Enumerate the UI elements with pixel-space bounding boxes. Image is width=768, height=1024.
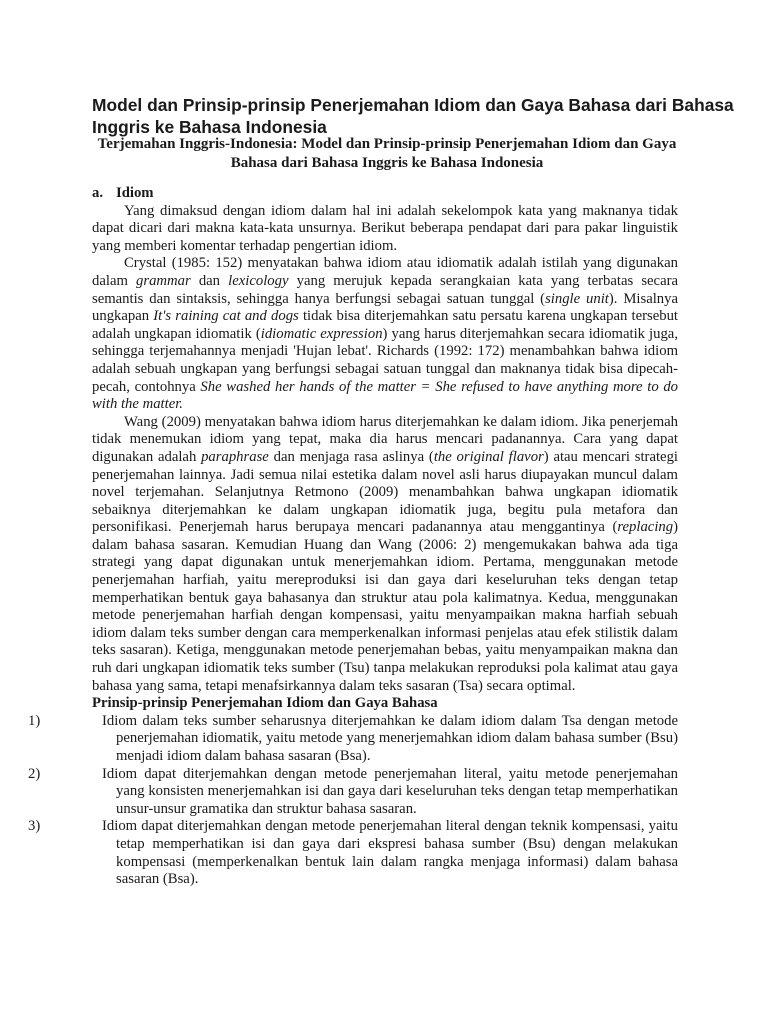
list-item-text: Idiom dapat diterjemahkan dengan metode penerjemahan literal dengan teknik kompensasi, yaitu tetap memperhatikan isi dan gaya dari ekspresi bahasa sumber (Bsu) dengan melakukan kompensasi (memperkenalkan bentuk lain dalam rangka menjaga informasi) dalam bahasa sasaran (Bsa). — [102, 818, 678, 888]
list-item-number: 1) — [28, 712, 41, 729]
paragraph-wang: Wang (2009) menyatakan bahwa idiom harus diterjemahkan ke dalam idiom. Jika penerjemah tidak menemukan idiom yang tepat, maka dia harus mencari padanannya. Cara yang dapat digunakan adalah paraphrase dan menjaga rasa aslinya (the original flavor) atau mencari strategi penerjemahan lainnya. Jadi semua nilai estetika dalam novel asli harus diupayakan muncul dalam novel terjemahan. Selanjutnya Retmono (2009) menambahkan bahwa ungkapan idiomatik sebaiknya diterjemahkan ke dalam ungkapan idiomatik juga, begitu pula metafora dan personifikasi. Penerjemah harus berupaya mencari padanannya atau menggantinya (replacing) dalam bahasa sasaran. Kemudian Huang dan Wang (2006: 2) mengemukakan bahwa ada tiga strategi yang dapat digunakan untuk menerjemahkan idiom. Pertama, menggunakan metode penerjemahan harfiah, yaitu mereproduksi isi dan gaya dari keseluruhan teks dengan tetap memperhatikan bentuk gaya bahasanya dan struktur atau pola kalimatnya. Kedua, menggunakan metode penerjemahan harfiah dengan kompensasi, yaitu menyampaikan makna harfiah sebuah idiom dalam teks sumber dengan cara memperkenalkan informasi penjelas atau efek stilistik dalam teks sasaran). Ketiga, menggunakan metode penerjemahan bebas, yaitu menyampaikan makna dan ruh dari ungkapan idiomatik teks sumber (Tsu) tanpa melakukan reproduksi pola kalimat atau gaya bahasa yang sama, tetapi menafsirkannya dalam teks sasaran (Tsa) secara optimal. — [92, 413, 678, 694]
paragraph-definition: Yang dimaksud dengan idiom dalam hal ini adalah sekelompok kata yang maknanya tidak dapat dicari dari makna kata-kata unsurnya. Berikut beberapa pendapat dari para pakar linguistik yang memberi komentar terhadap pengertian idiom. — [92, 202, 678, 254]
list-item — [28, 818, 678, 888]
subtitle-line-1: Terjemahan Inggris-Indonesia: Model dan Prinsip-prinsip Penerjemahan Idiom dan Gaya — [97, 136, 677, 152]
document-title: Model dan Prinsip-prinsip Penerjemahan Idiom dan Gaya Bahasa dari Bahasa Inggris ke Bahasa Indonesia — [92, 95, 734, 137]
list-item — [28, 713, 678, 766]
subtitle-line-2: Bahasa dari Bahasa Inggris ke Bahasa Indonesia — [230, 155, 544, 171]
principles-list — [28, 713, 678, 889]
list-item-text: Idiom dapat diterjemahkan dengan metode penerjemahan literal, yaitu metode penerjemahan yang konsisten menerjemahkan isi dan gaya dari keseluruhan teks dengan tetap memperhatikan unsur-unsur gramatika dan struktur bahasa sasaran. — [102, 765, 678, 817]
list-item-number: 2) — [28, 765, 41, 782]
section-heading-idiom — [92, 185, 678, 203]
document-subtitle — [92, 135, 682, 173]
document-body — [28, 185, 679, 889]
list-item-number: 3) — [28, 818, 41, 835]
section-title: Idiom — [116, 185, 154, 201]
section-number: a. — [92, 185, 104, 201]
list-item-text: Idiom dalam teks sumber seharusnya diterjemahkan ke dalam idiom dalam Tsa dengan metode penerjemahan idiomatik, yaitu metode yang menerjemahkan idiom dalam bahasa sumber (Bsu) menjadi idiom dalam bahasa sasaran (Bsa). — [102, 712, 678, 764]
paragraph-crystal: Crystal (1985: 152) menyatakan bahwa idiom atau idiomatik adalah istilah yang digunakan dalam grammar dan lexicology yang merujuk kepada serangkaian kata yang terbatas secara semantis dan sintaksis, sehingga hanya berfungsi sebagai satuan tunggal (single unit). Misalnya ungkapan It's raining cat and dogs tidak bisa diterjemahkan satu persatu karena ungkapan tersebut adalah ungkapan idiomatik (idiomatic expression) yang harus diterjemahkan secara idiomatik juga, sehingga terjemahannya menjadi 'Hujan lebat'. Richards (1992: 172) menambahkan bahwa idiom adalah sebuah ungkapan yang berfungsi sebagai satuan tunggal dan maknanya tidak bisa dipecah-pecah, contohnya She washed her hands of the matter = She refused to have anything more to do with the matter. — [92, 255, 679, 413]
principles-heading: Prinsip-prinsip Penerjemahan Idiom dan Gaya Bahasa — [92, 695, 438, 712]
list-item — [28, 766, 678, 819]
